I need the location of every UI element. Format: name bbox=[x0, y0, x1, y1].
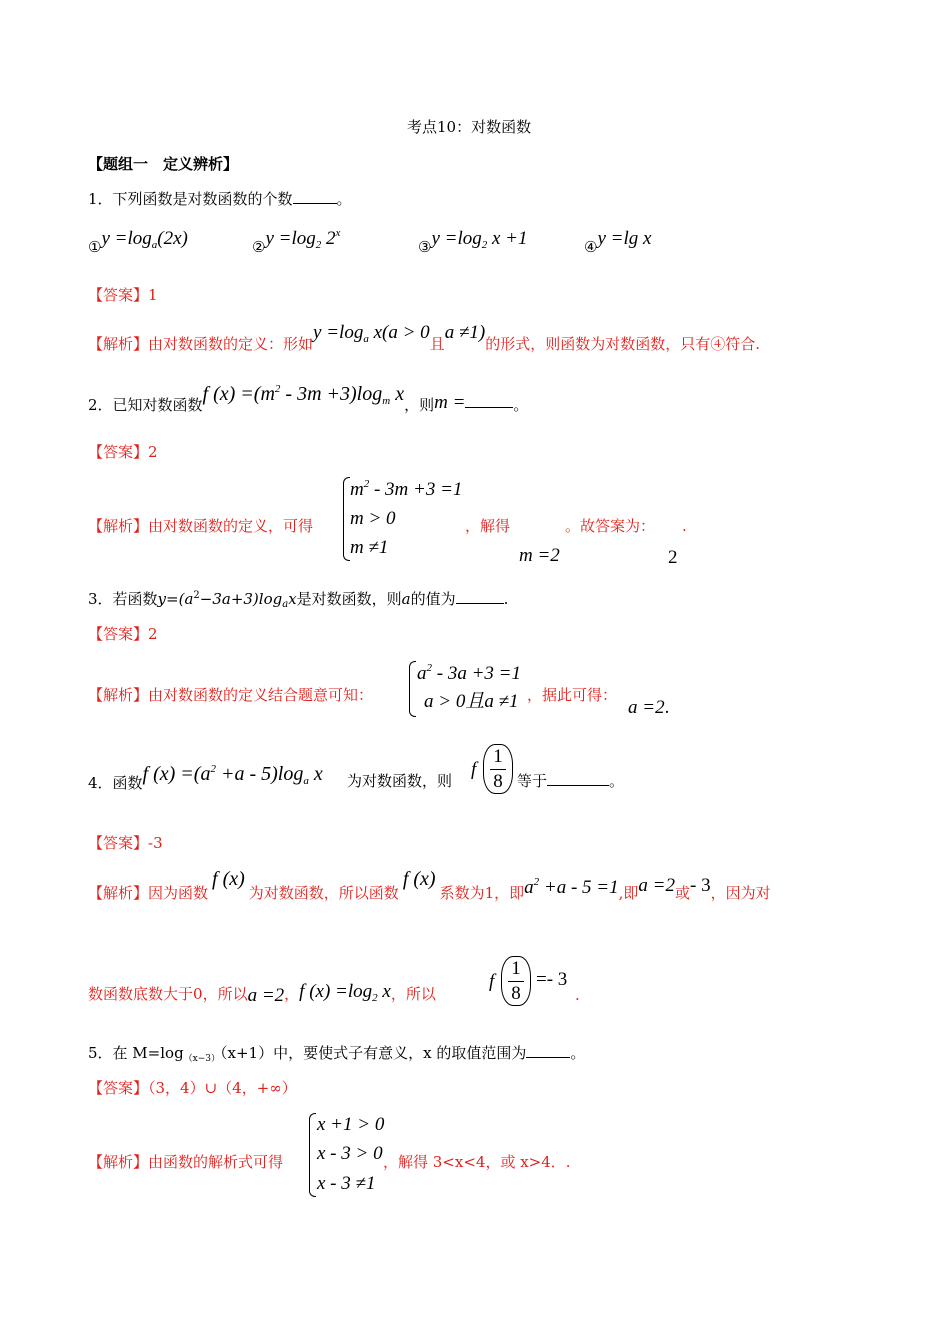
q4-res-f: f bbox=[489, 971, 495, 992]
q5-system-line-3: x - 3 ≠1 bbox=[317, 1173, 376, 1194]
q4-res-end: . bbox=[575, 986, 580, 1004]
q4-answer: 【答案】-3 bbox=[88, 834, 163, 852]
q5-analysis: 【解析】由函数的解析式可得 bbox=[88, 1153, 284, 1171]
q3-system-line-1: $a^2 - 3a +3 =1$ bbox=[417, 662, 521, 684]
q3-system-line-2: a > 0且a ≠1 bbox=[424, 691, 519, 712]
q5-system-line-2: x - 3 > 0 bbox=[317, 1143, 383, 1164]
q2-result-value: 2 bbox=[668, 547, 678, 568]
group-heading: 【题组一 定义辨析】 bbox=[88, 155, 239, 173]
q2-question: 2．已知对数函数f $(x) =(m^2 - 3m +3)\log_m$ x，则m = 。 bbox=[88, 383, 529, 414]
q2-analysis-result: 。故答案为： bbox=[565, 517, 656, 535]
q2-answer: 【答案】2 bbox=[88, 443, 158, 461]
q1-option-2: ②y $=\log_2$ 2$^x$ bbox=[252, 227, 341, 256]
q5-system-brace bbox=[309, 1113, 316, 1197]
page-title: 考点10：对数函数 bbox=[407, 118, 532, 136]
q3-system-brace bbox=[409, 661, 416, 717]
q2-system-line-3: m ≠1 bbox=[350, 537, 389, 558]
q4-question: 4．函数f $(x) =(a^2 +a - 5)\log_a$ x bbox=[88, 763, 323, 792]
q4-analysis-line-2: 数函数底数大于0，所以a =2，f $(x) =\log_2$ x，所以 bbox=[88, 981, 436, 1006]
q2-analysis-label: 【解析】由对数函数的定义，可得 bbox=[88, 517, 314, 535]
q1-option-3: ③y $=\log_2$ x +1 bbox=[418, 228, 528, 256]
q1-option-1: ①y $=\log_a(2x)$ bbox=[88, 228, 188, 256]
q3-analysis: 【解析】由对数函数的定义结合题意可知： bbox=[88, 686, 374, 704]
q4-analysis-line-1: 【解析】因为函数f (x)为对数函数，所以函数f (x)系数为1，即$a^2 +a - 5 =1$,即a =2或- 3，因为对 bbox=[88, 868, 771, 902]
q4-f-symbol: f bbox=[471, 759, 477, 780]
q3-answer: 【答案】2 bbox=[88, 625, 158, 643]
q2-system-line-2: m > 0 bbox=[350, 508, 396, 529]
q1-option-4: ④y =lg x bbox=[584, 228, 652, 256]
q4-frac-den: 8 bbox=[493, 771, 503, 792]
q2-analysis-end: . bbox=[682, 517, 687, 535]
q3-question: 3．若函数$y=(a^2-3a+3)\log_ax$是对数函数，则a的值为 . bbox=[88, 590, 509, 610]
q3-result: a =2. bbox=[628, 697, 670, 718]
q5-system-line-1: x +1 > 0 bbox=[317, 1114, 385, 1135]
q4-question-end: 等于 。 bbox=[517, 772, 625, 790]
q2-analysis-solve: ，解得 bbox=[465, 517, 511, 535]
q5-answer: 【答案】（3，4）∪（4，+∞） bbox=[88, 1079, 297, 1097]
q1-answer: 【答案】1 bbox=[88, 286, 158, 304]
q4-frac-num: 1 bbox=[493, 746, 503, 767]
q4-res-num: 1 bbox=[511, 958, 521, 979]
q2-system-brace bbox=[343, 477, 350, 561]
q4-res-value: =- 3 bbox=[536, 969, 568, 990]
q3-analysis-result: ，据此可得： bbox=[527, 686, 618, 704]
q2-result-m: m =2 bbox=[519, 545, 560, 566]
q2-system-line-1: $m^2 - 3m +3 =1$ bbox=[350, 478, 463, 500]
q1-question: 1．下列函数是对数函数的个数 。 bbox=[88, 190, 352, 208]
q4-res-line bbox=[508, 981, 524, 982]
q4-question-cont: 为对数函数，则 bbox=[347, 772, 453, 790]
q1-analysis: 【解析】由对数函数的定义：形如$y =\log_a$ x(a > 0且a ≠1)的形式，则函数为对数函数，只有④符合. bbox=[88, 322, 760, 353]
q4-res-den: 8 bbox=[511, 983, 521, 1004]
q5-analysis-result: ，解得 3<x<4，或 x>4．. bbox=[383, 1153, 571, 1171]
q4-frac-line bbox=[490, 769, 506, 770]
q5-question: 5．在 $M=\log_{(x-3)}(x+1)$中，要使式子有意义，x 的取值范围为 。 bbox=[88, 1044, 586, 1064]
